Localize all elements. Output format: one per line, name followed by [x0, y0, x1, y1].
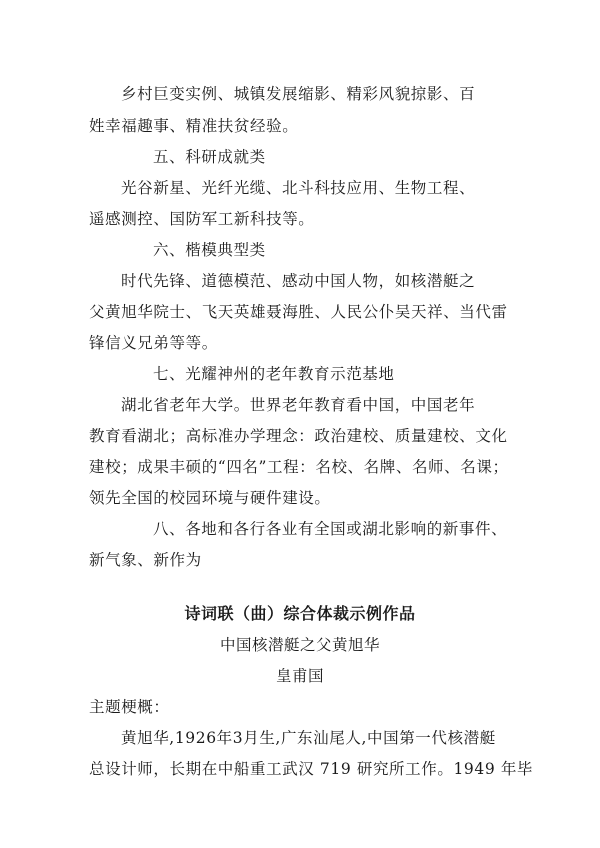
text-line: 遥感测控、国防军工新科技等。 [89, 210, 315, 228]
text-line: 姓幸福趣事、精准扶贫经验。 [89, 117, 299, 135]
section-heading: 七、光耀神州的老年教育示范基地 [153, 365, 395, 383]
text-line: 教育看湖北；高标准办学理念：政治建校、质量建校、文化 [89, 427, 508, 445]
text-line: 光谷新星、光纤光缆、北斗科技应用、生物工程、 [121, 179, 476, 197]
author-name: 皇甫国 [275, 667, 324, 685]
text-line: 时代先锋、道德模范、感动中国人物，如核潜艇之 [121, 272, 476, 290]
section-title: 诗词联（曲）综合体裁示例作品 [184, 604, 416, 623]
text-line: 黄旭华,1926年3月生,广东汕尾人,中国第一代核潜艇 [121, 729, 496, 747]
section-heading: 五、科研成就类 [153, 148, 266, 166]
text-line: 新气象、新作为 [89, 551, 202, 569]
section-heading: 八、各地和各行各业有全国或湖北影响的新事件、 [153, 520, 508, 538]
text-line: 领先全国的校园环境与硬件建设。 [89, 489, 331, 507]
text-line: 锋信义兄弟等等。 [89, 334, 218, 352]
summary-heading: 主题梗概： [89, 698, 170, 716]
text-line: 父黄旭华院士、飞天英雄聂海胜、人民公仆吴天祥、当代雷 [89, 303, 508, 321]
text-line: 总设计师，长期在中船重工武汉 719 研究所工作。1949 年毕 [89, 760, 534, 778]
text-line: 建校；成果丰硕的“四名”工程：名校、名牌、名师、名课； [89, 458, 509, 476]
poem-title: 中国核潜艇之父黄旭华 [219, 636, 380, 654]
text-line: 湖北省老年大学。世界老年教育看中国，中国老年 [121, 396, 476, 414]
section-heading: 六、楷模典型类 [153, 241, 266, 259]
text-line: 乡村巨变实例、城镇发展缩影、精彩风貌掠影、百 [121, 85, 476, 103]
